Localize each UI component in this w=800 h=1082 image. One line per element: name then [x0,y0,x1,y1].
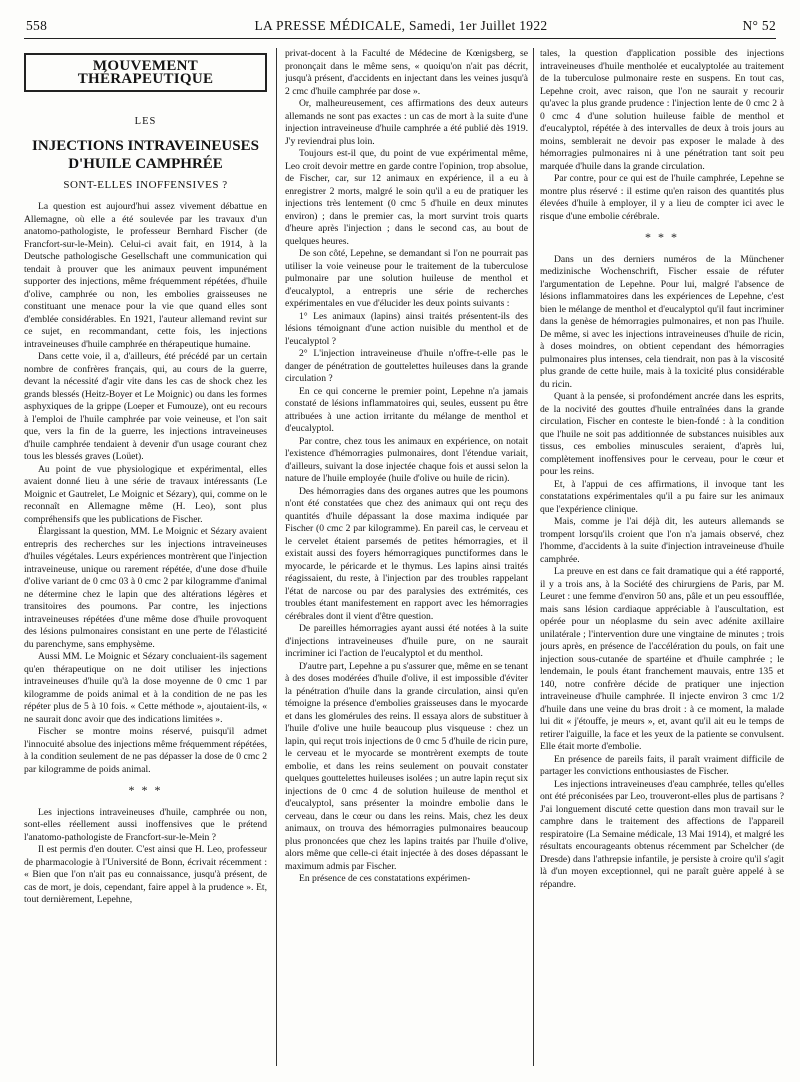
page-header [26,18,776,38]
paragraph: Aussi MM. Le Moignic et Sézary concluaient-ils sagement qu'en thérapeutique on ne doit utiliser les injections intraveineuses d'huile qu'à la dose moyenne de 0 cmc 1 par kilogramme de poids animal et à la condition de ne pas les répéter plus de 5 à 10 fois. « Cette méthode », ajoutaient-ils, « ne saurait donc avoir que des indications limitées ». [24,651,267,725]
paragraph: Élargissant la question, MM. Le Moignic et Sézary avaient entrepris des recherches sur les injections intraveineuses d'huiles végétales. Leurs expériences montrèrent que l'injection intraveineuse, unique ou rarement répétée, d'une dose d'huile d'olive variant de 0 cmc 03 à 0 cmc 2 par kilogramme d'animal ne détermine chez le lapin que des altérations légères et transitoires des poumons. Par contre, les injections intraveineuses répétées d'une même dose d'huile provoquent des lésions pulmonaires consistant en une perte de l'élasticité du parenchyme, sans emphysème. [24,526,267,650]
article-kicker: LES [134,116,157,127]
section-separator: * * * [128,783,163,797]
paragraph: Les injections intraveineuses d'eau camphrée, telles qu'elles ont été préconisées par Leo, trouveront-elles plus de partisans ? J'ai longuement discuté cette question dans mon travail sur le camphre dans le traitement des affections de l'appareil respiratoire (La Semaine médicale, 13 Mai 1914), et malgré les résultats encourageants obtenus récemment par Schelcher (de Dresde) dans l'athrepsie infantile, je persiste à croire qu'il s'agit là d'un moyen exceptionnel, qui ne paraît guère appelé à se répandre. [540,778,784,890]
paragraph: Au point de vue physiologique et expérimental, elles avaient donné lieu à une série de travaux intéressants (Le Moignic et Gautrelet, Le Moignic et Sézary), qui, comme on le reconnaît en Allemagne même (H. Leo), sont plus compréhensifs que les publications de Fischer. [24,463,267,525]
paragraph: Des hémorragies dans des organes autres que les poumons n'ont été constatées que chez des animaux qui ont reçu des quantités d'huile dépassant la dose maxima indiquée par Fischer (0 cmc 2 par kilogramme). En pareil cas, le cerveau et le cervelet étaient parsemés de petites hémorragies, et il existait aussi des foyers hémorragiques punctiformes dans le myocarde, le péricarde et le thymus. Les lapins ainsi traités réagissaient, du reste, à l'injection par des troubles rappelant l'état de narcose ou par des paralysies des extrémités, ces troubles étant manifestement en rapport avec les hémorragies cérébrales dont il vient d'être question. [285,485,528,622]
paragraph: privat-docent à la Faculté de Médecine de Kœnigsberg, se prononçait dans le même sens, « quoiqu'on n'ait pas décrit, jusqu'à présent, d'accidents en injectant dans les veines jusqu'à 2 cmc d'huile camphrée par dose ». [285,48,528,97]
page-number: 558 [26,18,48,33]
paragraph: tales, la question d'application possible des injections intraveineuses d'huile mentholée et eucalyptolée au traitement de la tuberculose pulmonaire reste en suspens. En tout cas, Lepehne croit, avec raison, que l'on ne saurait y recourir qu'avec la plus grande prudence : l'injection lente de 0 cmc 2 à 0 cmc 4 d'une solution huileuse faible de menthol et d'eucalyptol, répétée à des intervalles de deux à trois jours au moins, semblerait ne devoir pas exposer le malade à des hémorragies pulmonaires ni à une pénétration tant soit peu marquée d'huile dans la grande circulation. [540,48,784,172]
paragraph: En présence de pareils faits, il paraît vraiment difficile de partager les convictions enthousiastes de Fischer. [540,753,784,777]
column-divider [533,48,534,1066]
paragraph: Par contre, chez tous les animaux en expérience, on notait l'existence d'hémorragies pulmonaires, dont l'étendue variait, d'ailleurs, suivant la dose injectée chaque fois et aussi selon la nature de l'huile employée (huile d'olive ou huile de ricin). [285,435,528,484]
section-separator: * * * [645,230,679,244]
column-1 [24,48,267,1072]
paragraph: Et, à l'appui de ces affirmations, il invoque tant les constatations expérimentales qu'il a pu faire sur les animaux que l'expérience clinique. [540,478,784,515]
journal-title: LA PRESSE MÉDICALE, Samedi, 1er Juillet 1922 [254,18,548,33]
paragraph: La preuve en est dans ce fait dramatique qui a été rapporté, il y a trois ans, à la Société des chirurgiens de Paris, par M. Leuret : une femme d'environ 50 ans, pâle et un peu essoufflée, mais sans lésion cardiaque appréciable à l'auscultation, est opérée pour un néoplasme du sein avec adénite axillaire unilatérale ; l'intervention dure une vingtaine de minutes ; trois jours après, en présence de l'accélération du pouls, on fait une injection sous-cutanée de spartéine et d'huile camphrée ; le lendemain, le pouls étant franchement mauvais, entre 135 et 140, notre confrère décide de pratiquer une injection intraveineuse d'huile camphrée. Il injecte environ 3 cmc 1/2 d'huile dans une veine du bras droit : à ce moment, la malade lui dit « j'étouffe, je meurs », et, avant qu'il ait eu le temps de retirer l'aiguille, la face et les yeux de la patiente se convulsent. Elle était morte d'embolie. [540,566,784,752]
article-subtitle: SONT-ELLES INOFFENSIVES ? [63,178,228,191]
paragraph: La question est aujourd'hui assez vivement débattue en Allemagne, où elle a été soulevée par les travaux d'un anatomo-pathologiste, le professeur Bernhard Fischer (de Francfort-sur-le-Mein). Celui-ci avait fait, en 1914, à la Deutsche pathologische Gesellschaft une communication qui tendait à prouver que les animaux peuvent impunément supporter des injections, même fréquemment répétées, d'huile d'olive, camphrée ou non, les embolies graisseuses ne constituant une menace pour la vie que quand elles sont d'emblée considérables. En 1921, l'auteur allemand revint sur ce sujet, en recommandant, cette fois, les injections intraveineuses d'huile camphrée en thérapeutique humaine. [24,201,267,350]
column-2 [285,48,528,1072]
paragraph: En présence de ces constatations expérimen- [299,873,471,884]
paragraph: D'autre part, Lepehne a pu s'assurer que, même en se tenant à des doses modérées d'huile d'olive, il est impossible d'éviter la pénétration d'huile dans la grande circulation, ainsi qu'en témoigne la présence d'embolies graisseuses dans le myocarde et dans les glomérules des reins. Il essaya alors de substituer à l'huile d'olive une huile beaucoup plus visqueuse : chez un lapin, qui reçut trois injections de 0 cmc 5 d'huile de ricin pure, le cerveau et le myocarde se montrèrent exempts de toute embolie, et dans les reins seulement on pouvait constater quelques gouttelettes huileuses isolées ; un autre lapin reçut six injections de 0 cmc 4 de solution huileuse de menthol et d'eucalyptol, sans présenter la moindre embolie dans le cerveau, dans le cœur ou dans les reins. Mais, chez les deux animaux, on trouva des hémorragies pulmonaires beaucoup plus prononcées que chez les lapins traités par l'huile d'olive, alors même que celle-ci était injectée à des doses dépassant le maximum admis par Fischer. [285,660,528,872]
article-title: INJECTIONS INTRAVEINEUSES D'HUILE CAMPHRÉE [32,137,259,172]
paragraph: Quant à la pensée, si profondément ancrée dans les esprits, de la nocivité des gouttes d'huile entraînées dans la grande circulation, Fischer en conteste le bien-fondé : à la condition que l'huile ne soit pas additionnée de substances nuisibles aux tissus, ces embolies minuscules seraient, d'après lui, complètement inoffensives pour le cerveau, pour le cœur et pour les reins. [540,391,784,477]
paragraph: Les injections intraveineuses d'huile, camphrée ou non, sont-elles réellement aussi inoffensives que le prétend l'anatomo-pathologiste de Francfort-sur-le-Mein ? [24,806,267,843]
paragraph: 2° L'injection intraveineuse d'huile n'offre-t-elle pas le danger de pénétration de gouttelettes huileuses dans la grande circulation ? [285,348,528,384]
paragraph: Fischer se montre moins réservé, puisqu'il admet l'innocuité absolue des injections même fréquemment répétées, à la condition seulement de ne pas dépasser la dose de 0 cmc 2 par kilogramme de poids animal. [24,726,267,775]
paragraph: Il est permis d'en douter. C'est ainsi que H. Leo, professeur de pharmacologie à l'Université de Bonn, écrivait récemment : « Bien que l'on n'ait pas eu connaissance, jusqu'à présent, de cas de mort, je dois, cependant, faire appel à la prudence ». Et, tout dernièrement, Lepehne, [24,844,267,905]
issue-number: N° 52 [742,18,776,33]
paragraph: De pareilles hémorragies ayant aussi été notées à la suite d'injections intraveineuses d'huile pure, on ne saurait incriminer ici l'action de l'eucalyptol et du menthol. [285,623,528,659]
paragraph: Mais, comme je l'ai déjà dit, les auteurs allemands se trompent lorsqu'ils croient que l'on n'a jamais observé, chez l'homme, d'accidents à la suite d'injection intraveineuse d'huile camphrée. [540,516,784,565]
paragraph: Toujours est-il que, du point de vue expérimental même, Leo croit devoir mettre en garde contre l'opinion, trop absolue, de Fischer, car, sur 12 animaux en expérience, il a eu à enregistrer 2 morts, malgré le soin qu'il a eu de pratiquer les injections très lentement (0 cmc 5 d'huile en deux minutes environ) ; dans le premier cas, la mort survint trois quarts d'heure après l'injection ; dans le second cas, au bout de quelques heures. [285,148,528,247]
section-rubric: MOUVEMENT THÉRAPEUTIQUE [24,53,267,92]
header-rule [24,38,776,39]
paragraph: De son côté, Lepehne, se demandant si l'on ne pourrait pas utiliser la voie veineuse pour le traitement de la tuberculose pulmonaire par une solution huileuse de menthol et d'eucalyptol, a entrepris une série de recherches expérimentales en vue d'élucider les deux points suivants : [285,248,528,309]
column-3 [540,48,784,1072]
paragraph: Par contre, pour ce qui est de l'huile camphrée, Lepehne se montre plus réservé : il estime qu'en raison des quantités plus élevées d'huile à employer, il y a lieu de compter ici avec le risque d'une embolie cérébrale. [540,173,784,222]
column-divider [276,48,277,1066]
paragraph: Dans cette voie, il a, d'ailleurs, été précédé par un certain nombre de confrères français, qui, au cours de la guerre, devant la nécessité d'agir vite dans les cas de shock chez les grands blessés (Heitz-Boyer et Le Moignic) ou dans les formes asphyxiques de la grippe (Loeper et Fumouze), ont eu recours à l'emploi de l'huile camphrée par voie veineuse, et l'on sait que, vers la fin de la guerre, les injections intraveineuses d'huile camphrée tendaient à devenir d'un usage courant chez tous les blessés graves (Loüet). [24,351,267,462]
paragraph: 1° Les animaux (lapins) ainsi traités présentent-ils des lésions témoignant d'une action nuisible du menthol et de l'eucalyptol ? [285,310,528,347]
paragraph: Or, malheureusement, ces affirmations des deux auteurs allemands ne sont pas exactes : un cas de mort à la suite d'une injection intraveineuse d'huile camphrée a été publié dès 1919. J'y reviendrai plus loin. [285,98,528,147]
paragraph: Dans un des derniers numéros de la Münchener medizinische Wochenschrift, Fischer essaie de réfuter l'argumentation de Lepehne. Pour lui, malgré l'absence de lésions inflammatoires dans les expériences de Lepehne, c'est bien le mélange de menthol et d'eucalyptol qu'il faut incriminer dans la genèse de hémorragies pulmonaires, et non pas l'huile. De même, si avec les injections intraveineuses d'huile de ricin, à doses moindres, on obtient cependant des hémorragies pulmonaires plus intenses, cela tiendrait, non pas à la viscosité plus grande de cette huile, mais à la toxicité plus considérable du ricin. [540,253,784,390]
paragraph: En ce qui concerne le premier point, Lepehne n'a jamais constaté de lésions inflammatoires qui, seules, eussent pu être attribuées à une action irritante du mélange de menthol et d'eucalyptol. [285,385,528,434]
